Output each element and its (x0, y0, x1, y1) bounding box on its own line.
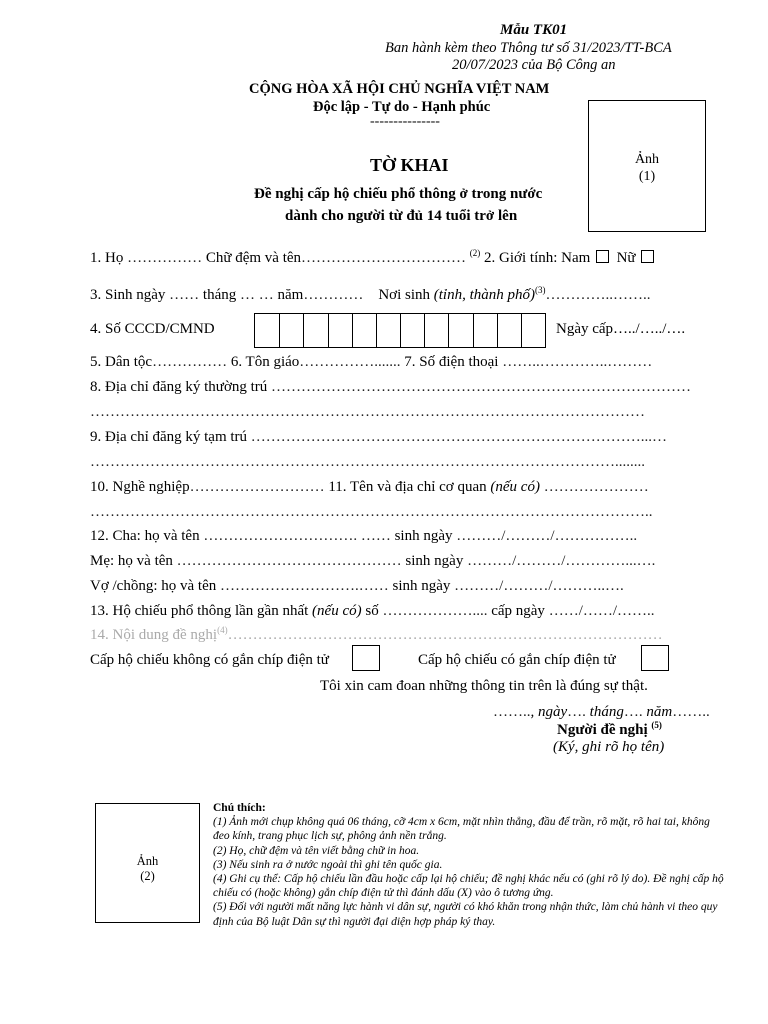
birthplace-hint: (tỉnh, thành phố) (433, 287, 536, 303)
previous-passport-no-input[interactable]: ……………….... (382, 603, 488, 619)
declaration-text: Tôi xin cam đoan những thông tin trên là đúng sự thật. (320, 678, 648, 694)
mother-dob-input[interactable]: ………/………/…………...…. (467, 553, 656, 569)
field-9-row (90, 429, 667, 446)
id-digit-divider (448, 314, 449, 348)
sign-place-input[interactable]: …….. (493, 704, 531, 720)
spouse-name-input[interactable]: ……………………….…… (220, 578, 389, 594)
previous-passport-issue-label: cấp ngày (491, 603, 545, 619)
issued-line-1: Ban hành kèm theo Thông tư số 31/2023/TT-BCA (385, 40, 672, 56)
surname-label: 1. Họ (90, 250, 124, 266)
option-no-chip-label: Cấp hộ chiếu không có gắn chíp điện tử (90, 652, 329, 668)
phone-input[interactable]: ……..…………..……… (502, 354, 653, 370)
previous-passport-no-label: số (365, 603, 379, 619)
photo-label: Ảnh (634, 152, 660, 167)
note-ref-5: (5) (651, 720, 662, 730)
id-digit-divider (497, 314, 498, 348)
spouse-dob-label: sinh ngày (392, 578, 451, 594)
photo-label: Ảnh (136, 854, 159, 868)
dob-month-input[interactable]: … … (240, 287, 274, 303)
id-digit-divider (303, 314, 304, 348)
sign-year-input[interactable]: …….. (672, 704, 710, 720)
id-digit-divider (328, 314, 329, 348)
surname-input[interactable]: …………… (127, 250, 203, 266)
note-ref-2: (2) (469, 248, 481, 258)
temporary-address-label: 9. Địa chỉ đăng ký tạm trú (90, 429, 248, 445)
note-5: (5) Đối với người mất năng lực hành vi dân sự, người có khó khăn trong nhận thức, làm chủ hành vi theo quy định của Bộ luật Dân sự thì người đại diện hợp pháp ký thay. (213, 901, 718, 928)
father-name-input[interactable]: …………………………. …… (203, 528, 391, 544)
id-digit-divider (521, 314, 522, 348)
spouse-name-label: Vợ /chồng: họ và tên (90, 578, 217, 594)
dob-day-input[interactable]: …… (169, 287, 200, 303)
sign-year-label: năm (646, 704, 673, 720)
id-number-boxes[interactable] (254, 313, 546, 348)
photo-box-1 (588, 100, 706, 232)
birthplace-label: Nơi sinh (378, 287, 431, 303)
option-no-chip-checkbox[interactable] (352, 645, 380, 671)
previous-passport-hint: (nếu có) (312, 603, 362, 619)
signer-title (557, 722, 662, 739)
gender-male-checkbox[interactable] (596, 250, 609, 263)
id-digit-divider (473, 314, 474, 348)
note-ref-3: (3) (535, 285, 546, 295)
request-content-input[interactable]: …………………………………………………………………………… (227, 627, 663, 643)
father-row (90, 528, 637, 545)
photo-number: (1) (638, 169, 656, 184)
note-3: (3) Nếu sinh ra ở nước ngoài thì ghi tên quốc gia. (213, 858, 443, 871)
form-title: TỜ KHAI (370, 155, 449, 175)
sign-month-label: tháng (589, 704, 624, 720)
dob-year-label: năm (277, 287, 304, 303)
permanent-address-input[interactable]: ………………………………………………………………………… (271, 379, 692, 395)
field-14-row (90, 627, 663, 644)
sign-month-input[interactable]: …. (623, 704, 643, 720)
option-chip-checkbox[interactable] (641, 645, 669, 671)
field-3-row (90, 287, 651, 304)
note-2: (2) Họ, chữ đệm và tên viết bằng chữ in hoa. (213, 844, 420, 857)
ethnicity-input[interactable]: …………… (152, 354, 228, 370)
id-digit-divider (424, 314, 425, 348)
mother-name-label: Mẹ: họ và tên (90, 553, 173, 569)
request-content-label: 14. Nội dung đề nghị (90, 627, 218, 643)
employer-input-line2[interactable]: ………………………………………………………………………………………………….. (90, 504, 653, 520)
previous-passport-label: 13. Hộ chiếu phổ thông lần gần nhất (90, 603, 309, 619)
occupation-input[interactable]: ……………………… (189, 479, 325, 495)
nation-title: CỘNG HÒA XÃ HỘI CHỦ NGHĨA VIỆT NAM (249, 81, 550, 97)
occupation-label: 10. Nghề nghiệp (90, 479, 190, 495)
phone-label: 7. Số điện thoại (404, 354, 499, 370)
temporary-address-input-line2[interactable]: ……………………………………………………………………………………………........ (90, 454, 645, 470)
religion-input[interactable]: ……………....... (299, 354, 401, 370)
mother-row (90, 553, 655, 570)
gender-female-checkbox[interactable] (641, 250, 654, 263)
note-1: (1) Ảnh mới chụp không quá 06 tháng, cỡ 4cm x 6cm, mặt nhìn thẳng, đầu để trần, rõ mặt, rõ hai tai, không đeo kính, trang phục lịch sự, phông ảnh nền trắng. (213, 816, 710, 843)
header-divider: --------------- (370, 114, 440, 129)
employer-hint: (nếu có) (490, 479, 540, 495)
motto: Độc lập - Tự do - Hạnh phúc (313, 99, 491, 115)
ethnicity-label: 5. Dân tộc (90, 354, 153, 370)
field-5-7-row (90, 354, 652, 371)
notes-section (213, 801, 728, 929)
dob-month-label: tháng (202, 287, 237, 303)
given-name-input[interactable]: …………………………… (301, 250, 467, 266)
religion-label: 6. Tôn giáo (230, 354, 300, 370)
form-code: Mẫu TK01 (500, 22, 568, 38)
father-dob-label: sinh ngày (394, 528, 453, 544)
father-dob-input[interactable]: ………/………/…………….. (456, 528, 638, 544)
previous-passport-issue-input[interactable]: ……/……/…….. (548, 603, 655, 619)
form-subtitle-1: Đề nghị cấp hộ chiếu phổ thông ở trong nước (254, 186, 543, 202)
spouse-row (90, 578, 624, 595)
mother-name-input[interactable]: ……………………………………… (176, 553, 402, 569)
permanent-address-label: 8. Địa chỉ đăng ký thường trú (90, 379, 268, 395)
field-8-row (90, 379, 691, 396)
gender-female-label: Nữ (616, 250, 636, 266)
id-number-label: 4. Số CCCD/CMND (90, 321, 215, 337)
signer-label: Người đề nghị (557, 722, 648, 738)
id-issue-date[interactable]: Ngày cấp…../…../…. (556, 321, 686, 337)
id-digit-divider (400, 314, 401, 348)
employer-input[interactable]: ………………… (543, 479, 649, 495)
notes-title: Chú thích: (213, 802, 266, 814)
given-name-label: Chữ đệm và tên (205, 250, 302, 266)
dob-label: 3. Sinh ngày (90, 287, 166, 303)
issued-line-2: 20/07/2023 của Bộ Công an (452, 57, 616, 73)
id-digit-divider (376, 314, 377, 348)
note-ref-4: (4) (217, 625, 228, 635)
mother-dob-label: sinh ngày (405, 553, 464, 569)
gender-label: 2. Giới tính: Nam (484, 250, 591, 266)
photo-number: (2) (140, 869, 155, 883)
note-4: (4) Ghi cụ thể: Cấp hộ chiếu lần đầu hoặc cấp lại hộ chiếu; đề nghị khác nếu có (ghi rõ lý do). Đề nghị cấp hộ chiếu có (hoặc không) gắn chíp điện tử thì đánh dấu (X) vào ô tương ứng. (213, 873, 724, 900)
field-10-11-row (90, 479, 649, 496)
dob-year-input[interactable]: ………… (303, 287, 364, 303)
temporary-address-input[interactable]: ……………………………………………………………………...… (250, 429, 668, 445)
photo-box-2 (95, 803, 200, 923)
field-13-row (90, 603, 655, 620)
signature-date[interactable] (493, 704, 710, 721)
field-1-row (90, 250, 654, 267)
id-digit-divider (279, 314, 280, 348)
signer-hint: (Ký, ghi rõ họ tên) (553, 739, 665, 755)
birthplace-input[interactable]: …………..…….. (545, 287, 651, 303)
spouse-dob-input[interactable]: ………/………/………..…. (454, 578, 624, 594)
sign-day-input[interactable]: …. (567, 704, 586, 720)
father-name-label: 12. Cha: họ và tên (90, 528, 200, 544)
sign-day-label: , ngày (530, 704, 568, 720)
id-digit-divider (352, 314, 353, 348)
permanent-address-input-line2[interactable]: ………………………………………………………………………………………………… (90, 404, 645, 420)
employer-label: 11. Tên và địa chỉ cơ quan (328, 479, 487, 495)
form-subtitle-2: dành cho người từ đủ 14 tuổi trở lên (285, 208, 518, 224)
option-chip-label: Cấp hộ chiếu có gắn chíp điện tử (418, 652, 616, 668)
